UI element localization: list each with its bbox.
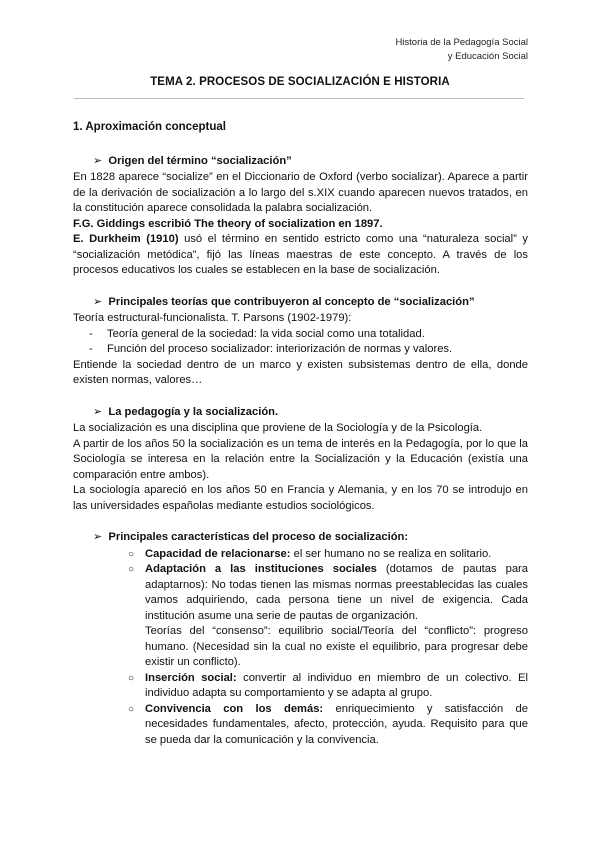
caracteristica-extra: Teorías del “consenso”: equilibrio social/Teoría del “conflicto”: progreso humano. (Necesidad sin la cual no existe el equilibrio, para progresar debe existir un conflicto). <box>145 625 528 668</box>
caracteristica-text: el ser humano no se realiza en solitario. <box>290 547 492 560</box>
subheading-teorias <box>93 295 528 311</box>
caracteristica-item <box>73 671 528 702</box>
subheading-origen-text: Origen del término “socialización” <box>108 154 292 167</box>
origen-paragraph-3 <box>73 232 528 279</box>
dash-bullet-icon: - <box>89 327 93 340</box>
caracteristica-text: (dotamos de pautas para adaptarnos): No todas tienen las mismas normas preestablecidas las cuales vamos adquiriendo, cada persona tiene un nivel de exigencia. Cada institución asume una serie de pautas de organización. <box>145 563 528 622</box>
caracteristica-lead: Capacidad de relacionarse: <box>145 547 291 560</box>
origen-paragraph-1: En 1828 aparece “socialize” en el Diccionario de Oxford (verbo socializar). Aparece a partir de la derivación de socialización a lo largo del s.XIX cuando aparecen nuevos tratados, en la constitución aparece consolidada la palabra socialización. <box>73 171 528 214</box>
section-heading-1: 1. Aproximación conceptual <box>73 121 226 133</box>
pedagogia-paragraph-1: La socialización es una disciplina que proviene de la Sociología y de la Psicología. <box>73 422 483 434</box>
header-line-1: Historia de la Pedagogía Social <box>395 37 528 48</box>
teorias-item-text: Teoría general de la sociedad: la vida social como una totalidad. <box>107 327 425 340</box>
teorias-intro: Teoría estructural-funcionalista. T. Parsons (1902-1979): <box>73 312 352 324</box>
teorias-list-item <box>73 327 528 343</box>
arrow-bullet-icon: ➢ <box>93 295 103 308</box>
pedagogia-paragraph-2: A partir de los años 50 la socialización es un tema de interés en la Pedagogía, por lo que la Sociología se interesa en la relación entre la Socialización y la Educación (existía una comparación entre ambos). <box>73 437 528 481</box>
subheading-pedagogia-text: La pedagogía y la socialización. <box>108 405 279 418</box>
arrow-bullet-icon: ➢ <box>93 154 103 167</box>
page-header <box>395 36 528 64</box>
subheading-pedagogia <box>93 405 528 421</box>
caracteristica-lead: Adaptación a las instituciones sociales <box>145 563 377 575</box>
caracteristica-item <box>73 702 528 749</box>
teorias-list-item <box>73 342 528 358</box>
arrow-bullet-icon: ➢ <box>93 531 103 543</box>
subheading-caracteristicas <box>93 530 528 546</box>
caracteristica-text: convertir al individuo en miembro de un colectivo. El individuo adapta su comportamiento y se adapta al grupo. <box>145 671 528 699</box>
document-body <box>73 120 528 748</box>
origen-paragraph-3-text: usó el término en sentido estricto como una “naturaleza social” y “socialización metódica”, fijó las líneas maestras de este concepto. A través de los procesos educativos los cuales se establecen en la base de socialización. <box>73 233 528 276</box>
title-divider <box>74 98 524 99</box>
durkheim-name: E. Durkheim (1910) <box>73 233 179 245</box>
caracteristica-lead: Convivencia con los demás: <box>145 702 324 715</box>
document-title: TEMA 2. PROCESOS DE SOCIALIZACIÓN E HISTORIA <box>150 76 450 88</box>
circle-bullet-icon: ○ <box>128 703 135 715</box>
circle-bullet-icon: ○ <box>128 548 135 560</box>
dash-bullet-icon: - <box>89 343 93 355</box>
teorias-item-text: Función del proceso socializador: interiorización de normas y valores. <box>107 343 453 355</box>
subheading-origen <box>93 154 528 170</box>
subheading-caracteristicas-text: Principales características del proceso de socialización: <box>108 531 409 543</box>
pedagogia-paragraph-3: La sociología apareció en los años 50 en Francia y Alemania, y en los 70 se introdujo en las universidades españolas mediante estudios sociológicos. <box>73 484 528 512</box>
caracteristica-item <box>73 562 528 624</box>
caracteristica-item <box>73 547 528 563</box>
circle-bullet-icon: ○ <box>128 672 135 684</box>
subheading-teorias-text: Principales teorías que contribuyeron al concepto de “socialización” <box>108 295 475 308</box>
caracteristica-lead: Inserción social: <box>145 671 237 684</box>
origen-paragraph-2: F.G. Giddings escribió The theory of socialization en 1897. <box>73 217 383 230</box>
teorias-outro: Entiende la sociedad dentro de un marco y existen subsistemas dentro de ella, donde existen normas, valores… <box>73 358 528 386</box>
arrow-bullet-icon: ➢ <box>93 405 103 418</box>
caracteristica-text: enriquecimiento y satisfacción de necesidades fundamentales, afecto, protección, ayuda. Requisito para que se pueda dar la comunicación y la convivencia. <box>145 702 528 746</box>
header-line-2: y Educación Social <box>447 51 528 62</box>
circle-bullet-icon: ○ <box>128 564 135 575</box>
